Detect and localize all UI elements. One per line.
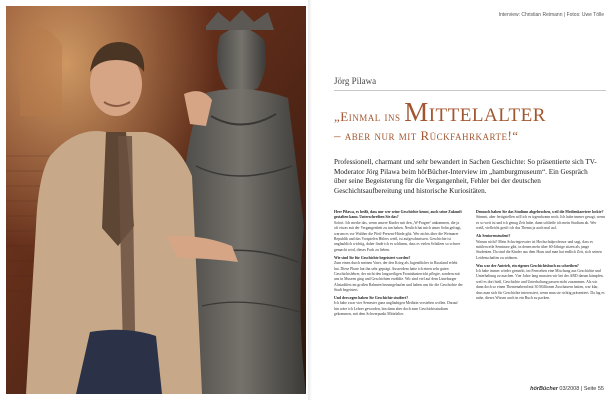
question: Dennoch haben Sie das Studium abgebrochen, weil die Medienkarriere lockte? xyxy=(476,210,604,214)
answer: Stimmt, aber fertigstellen will ich es irgendwann noch. Ich habe immer gesagt, wenn es so weit ist und ich genug Zeit habe, dann schließe ich mein Studium ab. Wer weiß, vielleicht greift ich das Thema ja auch mal auf. xyxy=(476,215,605,231)
magazine-brand: hörBücher xyxy=(530,386,558,392)
divider xyxy=(334,90,606,91)
issue-number: 03/2008 xyxy=(559,386,580,392)
answer: Warum nicht? Mein Schwiegervater ist Hochschulprofessor und sagt, dass es mittlerweile Seminare gibt, in denen mehr über 60-Jährige sitzen als junge Studenten. Da sind die Kinder aus dem Haus und man hat endlich Zeit, sich seinen Leidenschaften zu widmen. xyxy=(476,239,602,260)
page-footer: hörBücher 03/2008 | Seite 55 xyxy=(530,386,604,392)
qa-block xyxy=(476,264,605,302)
qa-block xyxy=(334,256,463,294)
question: Und deswegen haben Sie Geschichte studiert? xyxy=(334,296,409,301)
cover-photo xyxy=(6,6,306,394)
headline-big: Mittelalter xyxy=(404,97,546,127)
photo-credit: Interview: Christian Reimann | Fotos: Uwe Tölle xyxy=(498,12,604,18)
question: Wie sind Sie für Geschichte begeistert worden? xyxy=(334,255,411,260)
column-left xyxy=(334,210,463,382)
question: Was war der Antrieb, ein eigenes Geschichtsbuch zu schreiben? xyxy=(476,263,579,268)
qa-block xyxy=(476,210,605,232)
article-page xyxy=(312,0,616,400)
qa-block xyxy=(476,234,605,261)
qa-block xyxy=(334,296,463,318)
answer: Ich habe zwar vier Semester ganz ungläubigen Medizin verstehen wollen. Darauf hin wäre ich Lehrer geworden, bin dann aber doch zum Geschichtsstudium gekommen, mit dem Schwerpunkt Mittelalter. xyxy=(334,301,458,317)
headline xyxy=(334,98,612,143)
headline-part1: „Einmal ins xyxy=(334,109,405,124)
body-columns xyxy=(334,210,606,384)
answer: Ich habe immer wieder gemerkt, im Fernsehen eine Mischung aus Geschichte und Unterhaltung zu machen. Vier Jahre lang mussten wir bei der ARD darum kämpfen, weil es dort hieß, Geschichte und Unterhaltung passen nicht zusammen. Als wir dann doch so einen Themenabend mit 30 Millionen Zuschauern hatten, war klar, dass man sich für Geschichte interessiert, wenn man sie richtig präsentiert. Da lag es nahe, dieses Wissen auch in ein Buch zu packen. xyxy=(476,269,605,301)
question: Als Seniorenstudent? xyxy=(476,234,511,239)
page-number: Seite 55 xyxy=(583,386,604,392)
question: Herr Pilawa, es heißt, dass nur wer seine Geschichte kennt, auch seine Zukunft gestalten kann. Unterschreiben Sie das? xyxy=(334,210,462,220)
interview-photo xyxy=(6,6,306,394)
person-name: Jörg Pilawa xyxy=(334,76,377,86)
headline-part2: – aber nur mit Rückfahrkarte!“ xyxy=(334,128,519,144)
answer: Zum einen durch meinen Vater, der den Krieg als Jugendlicher in Russland erlebt hat. Diese Phase hat ihn sehr geprägt. Ausserdem hatte ich einen sehr guten Geschichtslehrer, der nicht den langweiligen Frontalunterricht pflegte, sondern mit uns in Museen ging und Geschichten erzählte. Wir sind viel auf dem Lüneburger Altstadtfest im großen Rahmen herumgelaufen und haben uns für die Geschichte der Stadt begeistert. xyxy=(334,261,463,293)
qa-block xyxy=(334,210,463,253)
lead-paragraph: Professionell, charmant und sehr bewandert in Sachen Geschichte: So präsentierte sich TV-Moderator Jörg Pilawa beim hörBücher-Interview im „hamburgmuseum“. Ein Gespräch über seine Begeisterung für die Vergangenheit, Fehler bei der deutschen Geschichtsaufbereitung und historische Kuriositäten. xyxy=(334,158,597,195)
answer: Sofort. Ich merke das, wenn unsere Kinder mit den „W-Fragen“ ankommen, die ja oft etwas mit der Vergangenheit zu tun haben. Neulich hat mich unser Sohn gefragt, warum es vor Walther die Pfeif-Present-Hürde gibt. Wer nichts über die Weimarer Republik und das Vorspielen Hitlers weiß, ist aufgeschmissen. Geschichte ist unglaublich wichtig, daher finde ich es schlimm, dass es vielen Schülern so schwer gemacht wird, dieses Fach zu lieben. xyxy=(334,220,462,252)
column-right xyxy=(476,210,605,382)
